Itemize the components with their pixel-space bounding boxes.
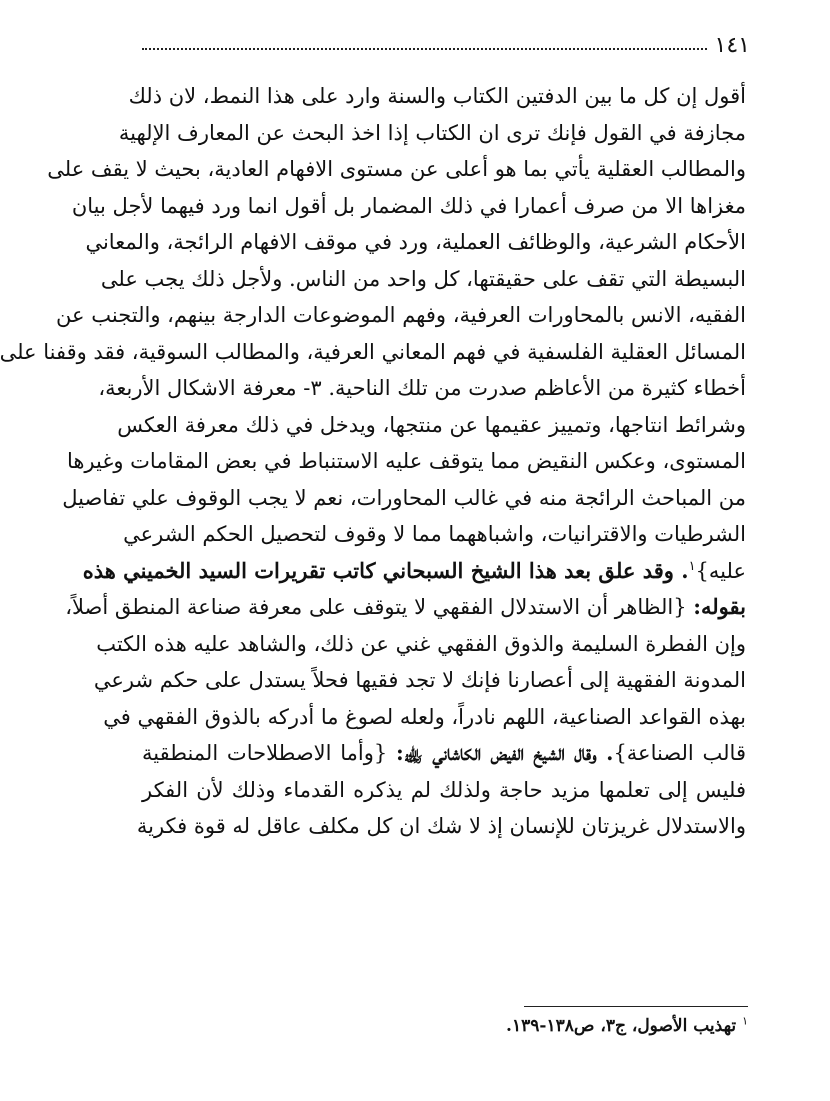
text-line [65,589,746,626]
text-line: مغزاها الا من صرف أعمارا في ذلك المضمار بل أقول انما ورد فيهما لأجل بيان [71,193,746,218]
bold-text: . وقد علق بعد هذا الشيخ السبحاني كاتب تقريرات السيد الخميني هذه [82,557,689,583]
text-line: المدونة الفقهية إلى أعصارنا فإنك لا تجد فقيها فحلاً يستدل على حكم شرعي [93,668,746,692]
text-line: بهذه القواعد الصناعية، اللهم نادراً، ولعله لصوغ ما أدركه بالذوق الفقهي في [103,704,746,729]
text-line: المستوى، وعكس النقيض مما يتوقف عليه الاستنباط في بعض المقامات وغيرها [66,449,746,473]
footnote [142,1016,748,1036]
text-line [142,735,746,772]
quote-end: عليه} [695,558,746,583]
text-line: الفقيه، الانس بالمحاورات العرفية، وفهم الموضوعات الدارجة بينهم، والتجنب عن [56,303,746,327]
text-line: أقول إن كل ما بين الدفتين الكتاب والسنة وارد على هذا النمط، لان ذلك [128,84,746,108]
text-line-with-footnote-ref [82,553,746,590]
quote-text: {وأما الاصطلاحات المنطقية [142,741,397,765]
text-line: من المباحث الرائجة منه في غالب المحاورات، نعم لا يجب الوقوف علي تفاصيل [62,485,746,510]
body-text [0,78,746,845]
text-line: الأحكام الشرعية، والوظائف العملية، ورد في موقف الافهام الرائجة، والمعاني [85,230,746,254]
footnote-text: تهذيب الأصول، ج٣، ص١٣٨-١٣٩. [506,1016,743,1036]
text-line: والمطالب العقلية يأتي بما هو أعلى عن مستوى الافهام العادية، بحيث لا يقف على [47,157,746,181]
bold-text: بقوله: [693,594,746,619]
footnote-mark: ١ [742,1014,748,1028]
quote-text: {الظاهر أن الاستدلال الفقهي لا يتوقف على معرفة صناعة المنطق أصلاً، [65,595,694,619]
page-number: ١٤١ [714,32,750,58]
text-line: مجازفة في القول فإنك ترى ان الكتاب إذا اخذ البحث عن المعارف الإلهية [118,120,746,145]
page-header [142,30,750,60]
text-line: والاستدلال غريزتان للإنسان إذ لا شك ان كل مكلف عاقل له قوة فكرية [136,814,746,838]
header-dotted-rule [142,48,707,50]
text-line: أخطاء كثيرة من الأعاظم صدرت من تلك الناحية. ٣- معرفة الاشكال الأربعة، [98,376,746,400]
text-line: المسائل العقلية الفلسفية في فهم المعاني العرفية، والمطالب السوقية، فقد وقفنا على [0,339,746,364]
footnote-reference[interactable]: ١ [688,558,696,574]
text-line: الشرطيات والاقترانيات، واشباههما مما لا وقوف لتحصيل الحكم الشرعي [123,522,746,546]
bold-text: . وقال الشيخ الفيض الكاشاني ﵀: [396,740,614,765]
text-line: وإن الفطرة السليمة والذوق الفقهي غني عن ذلك، والشاهد عليه هذه الكتب [96,631,746,656]
quote-end: قالب الصناعة} [613,741,746,765]
text-line: البسيطة التي تقف على حقيقتها، كل واحد من الناس. ولأجل ذلك يجب على [100,266,746,291]
text-line: وشرائط انتاجها، وتمييز عقيمها عن منتجها، ويدخل في ذلك معرفة العكس [117,412,746,437]
text-line: فليس إلى تعلمها مزيد حاجة ولذلك لم يذكره القدماء وذلك لأن الفكر [142,777,746,802]
footnote-separator [524,1006,748,1007]
